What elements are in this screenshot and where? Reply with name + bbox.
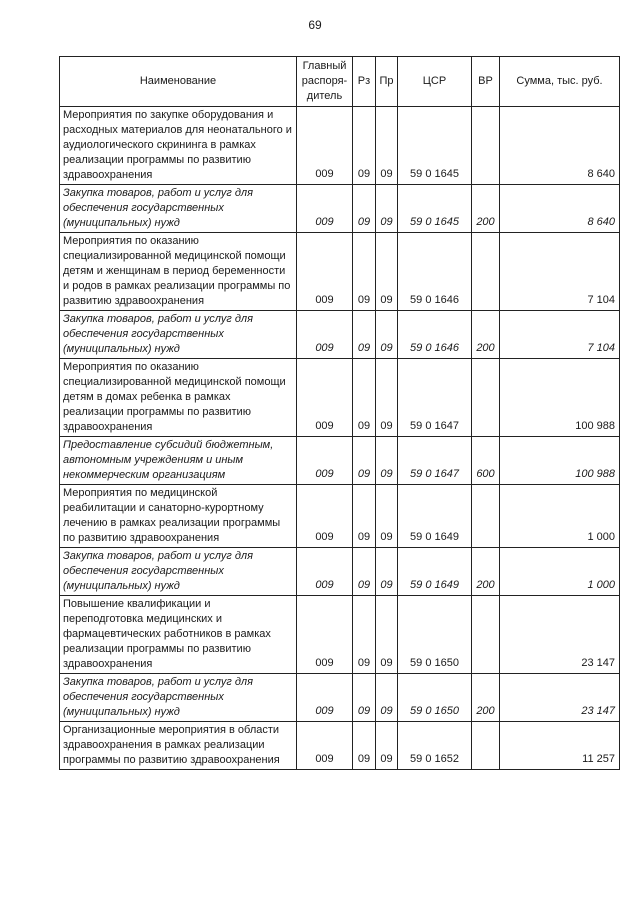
row-name: Закупка товаров, работ и услуг для обеспечения государственных (муниципальных) нужд [60,548,297,596]
row-sum: 1 000 [500,548,620,596]
header-name: Наименование [60,57,297,107]
row-name: Закупка товаров, работ и услуг для обеспечения государственных (муниципальных) нужд [60,185,297,233]
table-row [60,311,620,359]
header-amount: Сумма, тыс. руб. [500,57,620,107]
row-name: Предоставление субсидий бюджетным, автономным учреждениям и иным некоммерческим организациям [60,437,297,485]
row-vr: 600 [472,437,500,485]
row-csr: 59 0 1649 [398,548,472,596]
row-csr: 59 0 1645 [398,107,472,185]
row-vr [472,359,500,437]
table-row [60,548,620,596]
header-subsection: Пр [376,57,398,107]
row-sum: 7 104 [500,233,620,311]
row-vr [472,233,500,311]
row-vr [472,485,500,548]
header-section: Рз [353,57,376,107]
row-gr: 009 [297,437,353,485]
row-rz: 09 [353,596,376,674]
row-gr: 009 [297,722,353,770]
row-csr: 59 0 1647 [398,437,472,485]
row-gr: 009 [297,185,353,233]
table-row [60,596,620,674]
row-rz: 09 [353,185,376,233]
row-csr: 59 0 1650 [398,674,472,722]
row-csr: 59 0 1652 [398,722,472,770]
row-sum: 1 000 [500,485,620,548]
header-target-article: ЦСР [398,57,472,107]
row-rz: 09 [353,233,376,311]
row-name: Закупка товаров, работ и услуг для обеспечения государственных (муниципальных) нужд [60,674,297,722]
row-gr: 009 [297,359,353,437]
row-vr [472,722,500,770]
row-rz: 09 [353,437,376,485]
row-gr: 009 [297,485,353,548]
page-number: 69 [308,18,322,32]
row-rz: 09 [353,722,376,770]
row-pr: 09 [376,185,398,233]
row-sum: 23 147 [500,674,620,722]
row-rz: 09 [353,311,376,359]
row-vr: 200 [472,674,500,722]
row-rz: 09 [353,485,376,548]
row-gr: 009 [297,548,353,596]
row-vr: 200 [472,311,500,359]
row-vr [472,596,500,674]
row-name: Мероприятия по закупке оборудования и расходных материалов для неонатального и аудиологического скрининга в рамках реализации программы по развитию здравоохранения [60,107,297,185]
row-pr: 09 [376,311,398,359]
budget-table [59,56,620,770]
row-csr: 59 0 1650 [398,596,472,674]
table-row [60,185,620,233]
row-pr: 09 [376,674,398,722]
row-vr: 200 [472,185,500,233]
table-row [60,437,620,485]
row-name: Повышение квалификации и переподготовка медицинских и фармацевтических работников в рамках реализации программы по развитию здравоохранения [60,596,297,674]
row-pr: 09 [376,437,398,485]
row-pr: 09 [376,233,398,311]
row-name: Мероприятия по оказанию специализированной медицинской помощи детям в домах ребенка в рамках реализации программы по развитию здравоохранения [60,359,297,437]
row-pr: 09 [376,596,398,674]
row-gr: 009 [297,674,353,722]
row-csr: 59 0 1646 [398,233,472,311]
row-rz: 09 [353,548,376,596]
row-pr: 09 [376,107,398,185]
row-name: Мероприятия по оказанию специализированной медицинской помощи детям и женщинам в период беременности и родов в рамках реализации программы по развитию здравоохранения [60,233,297,311]
row-sum: 8 640 [500,185,620,233]
row-sum: 11 257 [500,722,620,770]
row-name: Организационные мероприятия в области здравоохранения в рамках реализации программы по развитию здравоохранения [60,722,297,770]
table-row [60,359,620,437]
row-gr: 009 [297,233,353,311]
header-expense-type: ВР [472,57,500,107]
row-pr: 09 [376,722,398,770]
table-row [60,233,620,311]
table-row [60,722,620,770]
table-row [60,674,620,722]
row-vr [472,107,500,185]
row-csr: 59 0 1649 [398,485,472,548]
row-pr: 09 [376,359,398,437]
row-rz: 09 [353,359,376,437]
row-sum: 23 147 [500,596,620,674]
row-pr: 09 [376,485,398,548]
row-sum: 7 104 [500,311,620,359]
row-name: Мероприятия по медицинской реабилитации и санаторно-курортному лечению в рамках реализации программы по развитию здравоохранения [60,485,297,548]
row-sum: 100 988 [500,359,620,437]
row-name: Закупка товаров, работ и услуг для обеспечения государственных (муниципальных) нужд [60,311,297,359]
row-vr: 200 [472,548,500,596]
row-pr: 09 [376,548,398,596]
row-csr: 59 0 1647 [398,359,472,437]
row-csr: 59 0 1645 [398,185,472,233]
row-sum: 8 640 [500,107,620,185]
row-gr: 009 [297,107,353,185]
row-csr: 59 0 1646 [398,311,472,359]
table-header-row [60,57,620,107]
row-gr: 009 [297,311,353,359]
table-row [60,107,620,185]
row-rz: 09 [353,107,376,185]
row-rz: 09 [353,674,376,722]
row-sum: 100 988 [500,437,620,485]
header-chief-administrator: Главный распоря-дитель [297,57,353,107]
table-row [60,485,620,548]
row-gr: 009 [297,596,353,674]
